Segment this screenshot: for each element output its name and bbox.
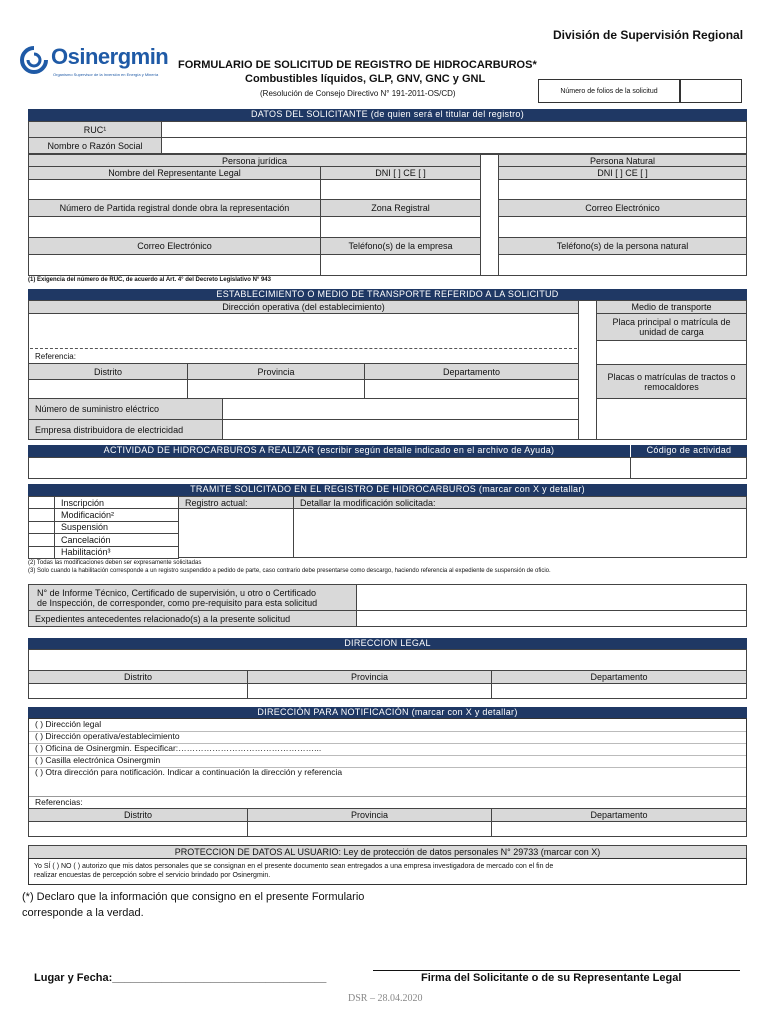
razon-social-input[interactable] — [161, 137, 747, 154]
direccion-legal-input[interactable] — [28, 649, 747, 671]
partida-registral-input[interactable] — [28, 216, 321, 238]
notificacion-option[interactable]: ( ) Dirección legal — [35, 719, 102, 729]
ruc-input[interactable] — [161, 121, 747, 138]
direccion-operativa-label: Dirección operativa (del establecimiento) — [28, 300, 579, 314]
osinergmin-logo-icon — [20, 46, 48, 74]
partida-registral-label: Número de Partida registral donde obra la representación — [28, 199, 321, 217]
rep-dni-ce-input[interactable] — [320, 179, 481, 200]
tramite-checkbox[interactable] — [28, 508, 55, 521]
est-distrito-input[interactable] — [28, 379, 188, 399]
notif-distrito-input[interactable] — [28, 821, 248, 837]
tel-natural-input[interactable] — [498, 254, 747, 276]
actividad-header: ACTIVIDAD DE HIDROCARBUROS A REALIZAR (escribir según detalle indicado en el archivo de Ayuda) — [28, 445, 630, 458]
actividad-input[interactable] — [28, 457, 631, 479]
document-code: DSR – 28.04.2020 — [348, 993, 423, 1004]
tramite-option-label: Suspensión — [54, 521, 179, 534]
est-provincia-label: Provincia — [187, 363, 365, 380]
codigo-actividad-input[interactable] — [630, 457, 747, 479]
brand-tagline: Organismo Supervisor de la Inversión en Energía y Minería — [53, 72, 159, 77]
persona-juridica-label: Persona jurídica — [28, 154, 481, 167]
tel-empresa-label: Teléfono(s) de la empresa — [320, 237, 481, 255]
tramite-option-label: Inscripción — [54, 496, 179, 509]
notif-provincia-input[interactable] — [247, 821, 492, 837]
brand-logo — [20, 44, 180, 84]
declaracion-line1: (*) Declaro que la información que consigno en el presente Formulario — [22, 891, 365, 903]
natural-correo-input[interactable] — [498, 216, 747, 238]
notificacion-option[interactable]: ( ) Oficina de Osinergmin. Especificar:…………………………………………... — [35, 743, 322, 753]
medio-transporte-label: Medio de transporte — [596, 300, 747, 314]
ruc-footnote: (1) Exigencia del número de RUC, de acuerdo al Art. 4° del Decreto Legislativo N° 943 — [28, 277, 271, 283]
firma-label: Firma del Solicitante o de su Representante Legal — [421, 972, 682, 984]
establecimiento-gap — [578, 300, 597, 440]
direccion-legal-header: DIRECCION LEGAL — [28, 638, 747, 650]
notificacion-header: DIRECCIÓN PARA NOTIFICACIÓN (marcar con X y detallar) — [28, 707, 747, 719]
est-provincia-input[interactable] — [187, 379, 365, 399]
suministro-input[interactable] — [222, 398, 579, 420]
division-label: División de Supervisión Regional — [553, 28, 744, 42]
rep-dni-ce-label: DNI [ ] CE [ ] — [320, 166, 481, 180]
ruc-label: RUC¹ — [28, 121, 162, 138]
codigo-actividad-label: Código de actividad — [630, 445, 747, 458]
notif-provincia-label: Provincia — [247, 808, 492, 822]
proteccion-text-1: Yo SÍ ( ) NO ( ) autorizo que mis datos personales que se consignan en el presente documento sean entregados a una empresa investigadora de mercado con el fin de — [34, 863, 554, 870]
informe-label-line2: de Inspección, de corresponder, como pre-requisito para esta solicitud — [37, 597, 318, 608]
tramite-checkbox[interactable] — [28, 496, 55, 509]
folios-label: Número de folios de la solicitud — [560, 87, 658, 95]
notificacion-option[interactable]: ( ) Dirección operativa/establecimiento — [35, 731, 180, 741]
referencia-divider — [30, 348, 577, 349]
solicitante-header: DATOS DEL SOLICITANTE (de quien será el titular del registro) — [28, 109, 747, 121]
est-departamento-input[interactable] — [364, 379, 579, 399]
expedientes-input[interactable] — [356, 610, 747, 627]
juridica-correo-input[interactable] — [28, 254, 321, 276]
natural-dni-ce-label: DNI [ ] CE [ ] — [498, 166, 747, 180]
tramite-checkbox[interactable] — [28, 521, 55, 534]
registro-actual-input[interactable] — [178, 508, 294, 558]
notificacion-option[interactable]: ( ) Otra dirección para notificación. Indicar a continuación la dirección y referencia — [35, 767, 343, 777]
tel-empresa-input[interactable] — [320, 254, 481, 276]
est-departamento-label: Departamento — [364, 363, 579, 380]
folios-label-box — [538, 79, 680, 103]
suministro-label: Número de suministro eléctrico — [28, 398, 223, 420]
tramite-note-2: (2) Todas las modificaciones deben ser expresamente solicitadas — [28, 560, 202, 566]
tramite-option-label: Modificación² — [54, 508, 179, 521]
dl-departamento-input[interactable] — [491, 683, 747, 699]
tramite-option-label: Cancelación — [54, 533, 179, 546]
notificacion-option[interactable]: ( ) Casilla electrónica Osinergmin — [35, 755, 161, 765]
placas-tractos-label: Placas o matrículas de tractos o remocaldores — [596, 364, 747, 399]
tramite-checkbox[interactable] — [28, 533, 55, 546]
dl-distrito-label: Distrito — [28, 670, 248, 684]
dl-departamento-label: Departamento — [491, 670, 747, 684]
rep-legal-input[interactable] — [28, 179, 321, 200]
notificacion-address-line — [29, 796, 746, 797]
form-title: FORMULARIO DE SOLICITUD DE REGISTRO DE HIDROCARBUROS* — [178, 59, 537, 71]
notif-referencias-label: Referencias: — [35, 797, 83, 807]
persona-separator — [480, 154, 499, 276]
dl-provincia-label: Provincia — [247, 670, 492, 684]
proteccion-text-2: realizar encuestas de percepción sobre el servicio brindado por Osinergmin. — [34, 872, 271, 879]
dl-provincia-input[interactable] — [247, 683, 492, 699]
persona-natural-label: Persona Natural — [498, 154, 747, 167]
rep-legal-label: Nombre del Representante Legal — [28, 166, 321, 180]
natural-correo-label: Correo Electrónico — [498, 199, 747, 217]
informe-label — [28, 584, 357, 611]
placa-principal-input[interactable] — [596, 340, 747, 365]
folios-input[interactable] — [680, 79, 742, 103]
tramite-checkbox[interactable] — [28, 546, 55, 559]
tramite-option-label: Habilitación³ — [54, 546, 179, 559]
zona-registral-label: Zona Registral — [320, 199, 481, 217]
tel-natural-label: Teléfono(s) de la persona natural — [498, 237, 747, 255]
juridica-correo-label: Correo Electrónico — [28, 237, 321, 255]
dl-distrito-input[interactable] — [28, 683, 248, 699]
empresa-distribuidora-label: Empresa distribuidora de electricidad — [28, 419, 223, 440]
establecimiento-header: ESTABLECIMIENTO O MEDIO DE TRANSPORTE REFERIDO A LA SOLICITUD — [28, 289, 747, 301]
informe-label-line1: N° de Informe Técnico, Certificado de supervisión, u otro o Certificado — [37, 587, 317, 598]
detalle-modificacion-input[interactable] — [293, 508, 747, 558]
notif-departamento-input[interactable] — [491, 821, 747, 837]
direccion-operativa-input[interactable] — [28, 313, 579, 364]
firma-line[interactable] — [373, 970, 740, 971]
expedientes-label: Expedientes antecedentes relacionado(s) a la presente solicitud — [28, 610, 357, 627]
detalle-modificacion-label: Detallar la modificación solicitada: — [293, 496, 747, 509]
razon-social-label: Nombre o Razón Social — [28, 137, 162, 154]
declaracion-line2: corresponde a la verdad. — [22, 907, 144, 919]
tramite-header: TRAMITE SOLICITADO EN EL REGISTRO DE HIDROCARBUROS (marcar con X y detallar) — [28, 484, 747, 496]
lugar-fecha[interactable]: Lugar y Fecha:___________________________________ — [34, 972, 327, 984]
empresa-distribuidora-input[interactable] — [222, 419, 579, 440]
zona-registral-input[interactable] — [320, 216, 481, 238]
proteccion-header: PROTECCION DE DATOS AL USUARIO: Ley de protección de datos personales N° 29733 (marcar con X) — [28, 845, 747, 859]
placa-principal-label: Placa principal o matrícula de unidad de carga — [596, 313, 747, 341]
referencia-label: Referencia: — [35, 352, 76, 361]
placas-tractos-input[interactable] — [596, 398, 747, 440]
form-resolution: (Resolución de Consejo Directivo N° 191-2011-OS/CD) — [260, 89, 456, 98]
registro-actual-label: Registro actual: — [178, 496, 294, 509]
notif-distrito-label: Distrito — [28, 808, 248, 822]
brand-name: Osinergmin — [51, 44, 169, 69]
tramite-note-3: (3) Solo cuando la habilitación corresponde a un registro suspendido a pedido de parte, caso contrario debe presentarse como descargo, haciendo referencia al expediente de suspensión de oficio. — [28, 568, 551, 574]
informe-input[interactable] — [356, 584, 747, 611]
est-distrito-label: Distrito — [28, 363, 188, 380]
natural-dni-ce-input[interactable] — [498, 179, 747, 200]
notif-departamento-label: Departamento — [491, 808, 747, 822]
form-subtitle: Combustibles líquidos, GLP, GNV, GNC y GNL — [245, 73, 486, 85]
